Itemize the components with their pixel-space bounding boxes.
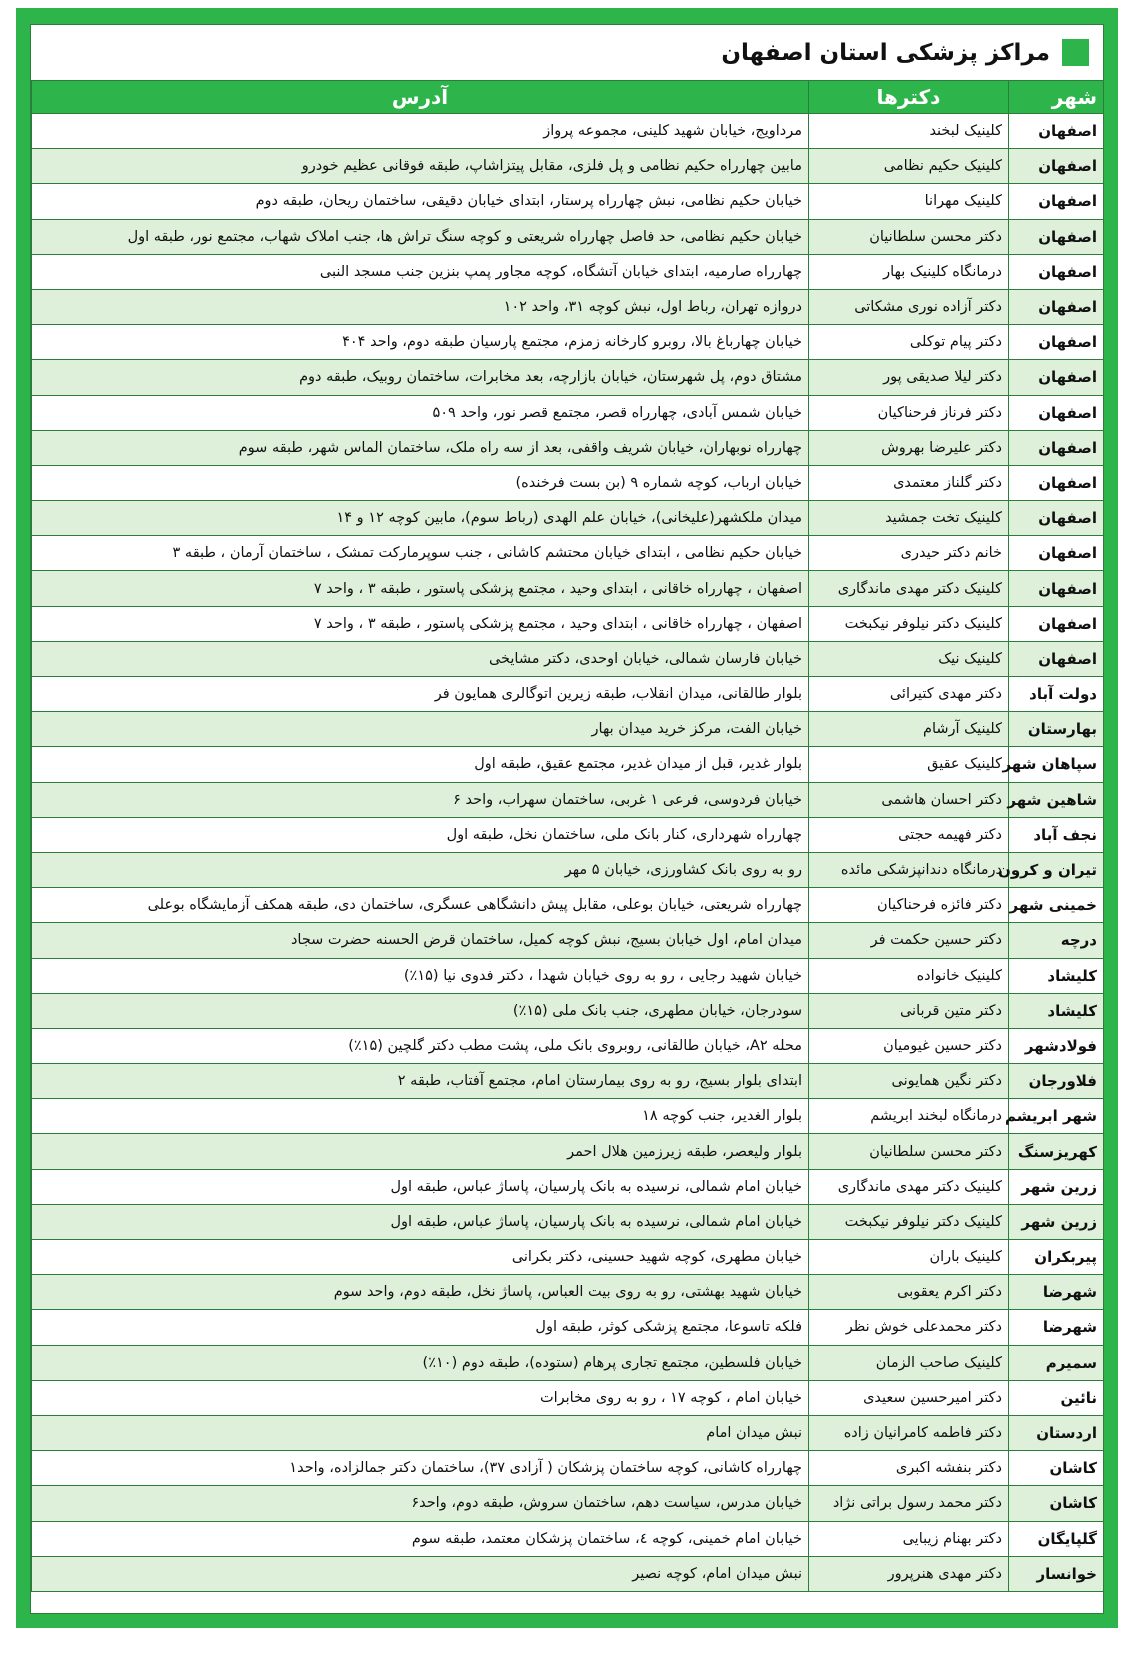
cell-address: خیابان حکیم نظامی، حد فاصل چهارراه شریعتی و کوچه سنگ تراش ها، جنب املاک شهاب، مجتمع نور، طبقه اول — [32, 219, 809, 254]
cell-city: زرین شهر — [1009, 1169, 1104, 1204]
cell-city: اصفهان — [1009, 219, 1104, 254]
table-row — [32, 606, 1104, 641]
cell-doctor: کلینیک لبخند — [809, 114, 1009, 149]
cell-city: گلپایگان — [1009, 1521, 1104, 1556]
cell-address: مشتاق دوم، پل شهرستان، خیابان بازارچه، بعد مخابرات، ساختمان روبیک، طبقه دوم — [32, 360, 809, 395]
cell-city: اصفهان — [1009, 360, 1104, 395]
table-row — [32, 1028, 1104, 1063]
green-frame — [16, 8, 1118, 1628]
table-body — [32, 114, 1104, 1592]
cell-address: خیابان مطهری، کوچه شهید حسینی، دکتر بکرانی — [32, 1240, 809, 1275]
table-row — [32, 852, 1104, 887]
title-square-icon — [1062, 39, 1089, 66]
cell-city: اصفهان — [1009, 114, 1104, 149]
cell-city: زرین شهر — [1009, 1204, 1104, 1239]
cell-city: اصفهان — [1009, 325, 1104, 360]
cell-doctor: کلینیک دکتر مهدی ماندگاری — [809, 1169, 1009, 1204]
cell-doctor: درمانگاه کلینیک بهار — [809, 254, 1009, 289]
cell-address: خیابان شهید رجایی ، رو به روی خیابان شهدا ، دکتر فدوی نیا (۱۵٪) — [32, 958, 809, 993]
cell-doctor: درمانگاه دندانپزشکی مائده — [809, 852, 1009, 887]
table-row — [32, 1064, 1104, 1099]
cell-city: نائین — [1009, 1380, 1104, 1415]
cell-city: اصفهان — [1009, 465, 1104, 500]
cell-doctor: دکتر حسین حکمت فر — [809, 923, 1009, 958]
cell-doctor: دکتر اکرم یعقوبی — [809, 1275, 1009, 1310]
cell-address: خیابان امام شمالی، نرسیده به بانک پارسیان، پاساژ عباس، طبقه اول — [32, 1169, 809, 1204]
cell-address: ابتدای بلوار بسیج، رو به روی بیمارستان امام، مجتمع آفتاب، طبقه ۲ — [32, 1064, 809, 1099]
cell-city: اصفهان — [1009, 641, 1104, 676]
cell-city: کلیشاد — [1009, 993, 1104, 1028]
table-row — [32, 501, 1104, 536]
cell-address: نبش میدان امام — [32, 1415, 809, 1450]
cell-doctor: درمانگاه لبخند ابریشم — [809, 1099, 1009, 1134]
cell-city: اصفهان — [1009, 430, 1104, 465]
cell-doctor: دکتر بهنام زیبایی — [809, 1521, 1009, 1556]
cell-city: اردستان — [1009, 1415, 1104, 1450]
table-row — [32, 1345, 1104, 1380]
cell-doctor: دکتر گلناز معتمدی — [809, 465, 1009, 500]
table-row — [32, 114, 1104, 149]
cell-city: اصفهان — [1009, 395, 1104, 430]
table-header-row — [32, 81, 1104, 114]
cell-city: کاشان — [1009, 1451, 1104, 1486]
cell-address: میدان امام، اول خیابان بسیج، نبش کوچه کمیل، ساختمان قرض الحسنه حضرت سجاد — [32, 923, 809, 958]
table-row — [32, 817, 1104, 852]
cell-address: چهارراه شهرداری، کنار بانک ملی، ساختمان نخل، طبقه اول — [32, 817, 809, 852]
cell-doctor: دکتر لیلا صدیقی پور — [809, 360, 1009, 395]
cell-doctor: کلینیک مهرانا — [809, 184, 1009, 219]
table-row — [32, 325, 1104, 360]
cell-address: بلوار غدیر، قبل از میدان غدیر، مجتمع عقیق، طبقه اول — [32, 747, 809, 782]
table-row — [32, 149, 1104, 184]
table-row — [32, 1521, 1104, 1556]
cell-doctor: کلینیک دکتر مهدی ماندگاری — [809, 571, 1009, 606]
cell-city: فلاورجان — [1009, 1064, 1104, 1099]
cell-doctor: دکتر محمدعلی خوش نظر — [809, 1310, 1009, 1345]
cell-city: درچه — [1009, 923, 1104, 958]
table-row — [32, 1486, 1104, 1521]
table-row — [32, 289, 1104, 324]
table-row — [32, 958, 1104, 993]
cell-doctor: دکتر محمد رسول براتی نژاد — [809, 1486, 1009, 1521]
table-row — [32, 1169, 1104, 1204]
cell-city: اصفهان — [1009, 254, 1104, 289]
header-doctor: دکترها — [809, 81, 1009, 114]
cell-city: اصفهان — [1009, 501, 1104, 536]
cell-address: خیابان ارباب، کوچه شماره ۹ (بن بست فرخنده) — [32, 465, 809, 500]
cell-city: سپاهان شهر — [1009, 747, 1104, 782]
cell-doctor: دکتر محسن سلطانیان — [809, 219, 1009, 254]
cell-doctor: دکتر مهدی هنرپرور — [809, 1556, 1009, 1591]
cell-address: میدان ملکشهر(علیخانی)، خیابان علم الهدی (رباط سوم)، مابین کوچه ۱۲ و ۱۴ — [32, 501, 809, 536]
table-row — [32, 1310, 1104, 1345]
cell-doctor: کلینیک تخت جمشید — [809, 501, 1009, 536]
cell-address: چهارراه کاشانی، کوچه ساختمان پزشکان ( آزادی ۳۷)، ساختمان دکتر جمالزاده، واحد۱ — [32, 1451, 809, 1486]
table-row — [32, 465, 1104, 500]
table-row — [32, 1134, 1104, 1169]
cell-address: محله A۲، خیابان طالقانی، روبروی بانک ملی، پشت مطب دکتر گلچین (۱۵٪) — [32, 1028, 809, 1063]
cell-address: خیابان فردوسی، فرعی ۱ غربی، ساختمان سهراب، واحد ۶ — [32, 782, 809, 817]
cell-address: اصفهان ، چهارراه خاقانی ، ابتدای وحید ، مجتمع پزشکی پاستور ، طبقه ۳ ، واحد ۷ — [32, 571, 809, 606]
cell-doctor: کلینیک عقیق — [809, 747, 1009, 782]
cell-doctor: کلینیک باران — [809, 1240, 1009, 1275]
table-row — [32, 677, 1104, 712]
cell-city: اصفهان — [1009, 149, 1104, 184]
cell-city: شهرضا — [1009, 1310, 1104, 1345]
cell-address: خیابان فلسطین، مجتمع تجاری پرهام (ستوده)، طبقه دوم (۱۰٪) — [32, 1345, 809, 1380]
cell-city: فولادشهر — [1009, 1028, 1104, 1063]
cell-address: چهارراه نوبهاران، خیابان شریف واقفی، بعد از سه راه ملک، ساختمان الماس شهر، طبقه سوم — [32, 430, 809, 465]
table-row — [32, 1415, 1104, 1450]
cell-address: فلکه تاسوعا، مجتمع پزشکی کوثر، طبقه اول — [32, 1310, 809, 1345]
header-address: آدرس — [32, 81, 809, 114]
cell-doctor: دکتر نگین همایونی — [809, 1064, 1009, 1099]
table-row — [32, 1380, 1104, 1415]
cell-city: اصفهان — [1009, 606, 1104, 641]
cell-city: اصفهان — [1009, 536, 1104, 571]
cell-doctor: دکتر احسان هاشمی — [809, 782, 1009, 817]
content-panel — [30, 24, 1104, 1614]
cell-doctor: دکتر پیام توکلی — [809, 325, 1009, 360]
cell-address: خیابان امام شمالی، نرسیده به بانک پارسیان، پاساژ عباس، طبقه اول — [32, 1204, 809, 1239]
cell-address: چهارراه صارمیه، ابتدای خیابان آتشگاه، کوچه مجاور پمپ بنزین جنب مسجد النبی — [32, 254, 809, 289]
cell-city: خمینی شهر — [1009, 888, 1104, 923]
cell-doctor: کلینیک دکتر نیلوفر نیکبخت — [809, 1204, 1009, 1239]
table-row — [32, 993, 1104, 1028]
cell-address: خیابان حکیم نظامی، نبش چهارراه پرستار، ابتدای خیابان دقیقی، ساختمان ریحان، طبقه دوم — [32, 184, 809, 219]
cell-address: بلوار الغدیر، جنب کوچه ۱۸ — [32, 1099, 809, 1134]
cell-address: خیابان شهید بهشتی، رو به روی بیت العباس، پاساژ نخل، طبقه دوم، واحد سوم — [32, 1275, 809, 1310]
cell-doctor: دکتر فرناز فرحناکیان — [809, 395, 1009, 430]
cell-address: بلوار طالقانی، میدان انقلاب، طبقه زیرین اتوگالری همایون فر — [32, 677, 809, 712]
cell-doctor: کلینیک حکیم نظامی — [809, 149, 1009, 184]
cell-doctor: دکتر فهیمه حجتی — [809, 817, 1009, 852]
cell-address: خیابان حکیم نظامی ، ابتدای خیابان محتشم کاشانی ، جنب سوپرمارکت تمشک ، ساختمان آرمان ، طبقه ۳ — [32, 536, 809, 571]
cell-doctor: دکتر محسن سلطانیان — [809, 1134, 1009, 1169]
cell-doctor: دکتر متین قربانی — [809, 993, 1009, 1028]
cell-address: دروازه تهران، رباط اول، نبش کوچه ۳۱، واحد ۱۰۲ — [32, 289, 809, 324]
table-row — [32, 536, 1104, 571]
cell-doctor: کلینیک صاحب الزمان — [809, 1345, 1009, 1380]
cell-doctor: خانم دکتر حیدری — [809, 536, 1009, 571]
table-row — [32, 184, 1104, 219]
cell-doctor: دکتر امیرحسین سعیدی — [809, 1380, 1009, 1415]
table-row — [32, 1451, 1104, 1486]
cell-doctor: کلینیک آرشام — [809, 712, 1009, 747]
cell-address: مابین چهارراه حکیم نظامی و پل فلزی، مقابل پیتزاشاپ، طبقه فوقانی عظیم خودرو — [32, 149, 809, 184]
table-row — [32, 1204, 1104, 1239]
cell-address: خیابان الفت، مرکز خرید میدان بهار — [32, 712, 809, 747]
table-row — [32, 888, 1104, 923]
cell-address: خیابان فارسان شمالی، خیابان اوحدی، دکتر مشایخی — [32, 641, 809, 676]
cell-city: خوانسار — [1009, 1556, 1104, 1591]
table-row — [32, 641, 1104, 676]
cell-city: کلیشاد — [1009, 958, 1104, 993]
cell-doctor: کلینیک خانواده — [809, 958, 1009, 993]
cell-address: مرداویج، خیابان شهید کلینی، مجموعه پرواز — [32, 114, 809, 149]
cell-city: کاشان — [1009, 1486, 1104, 1521]
table-row — [32, 782, 1104, 817]
cell-address: خیابان چهارباغ بالا، روبرو کارخانه زمزم، مجتمع پارسیان طبقه دوم، واحد ۴۰۴ — [32, 325, 809, 360]
cell-address: خیابان امام خمینی، کوچه ٤، ساختمان پزشکان معتمد، طبقه سوم — [32, 1521, 809, 1556]
cell-address: خیابان شمس آبادی، چهارراه قصر، مجتمع قصر نور، واحد ۵۰۹ — [32, 395, 809, 430]
cell-city: کهریزسنگ — [1009, 1134, 1104, 1169]
cell-city: شاهین شهر — [1009, 782, 1104, 817]
cell-doctor: دکتر بنفشه اکبری — [809, 1451, 1009, 1486]
cell-city: شهرضا — [1009, 1275, 1104, 1310]
cell-city: پیربکران — [1009, 1240, 1104, 1275]
cell-address: چهارراه شریعتی، خیابان بوعلی، مقابل پیش دانشگاهی عسگری، ساختمان دی، طبقه همکف آزمایشگاه بوعلی — [32, 888, 809, 923]
cell-doctor: کلینیک دکتر نیلوفر نیکبخت — [809, 606, 1009, 641]
cell-city: دولت آباد — [1009, 677, 1104, 712]
cell-address: خیابان امام ، کوچه ۱۷ ، رو به روی مخابرات — [32, 1380, 809, 1415]
cell-doctor: دکتر فائزه فرحناکیان — [809, 888, 1009, 923]
table-row — [32, 1275, 1104, 1310]
cell-doctor: دکتر حسین غیومیان — [809, 1028, 1009, 1063]
cell-city: سمیرم — [1009, 1345, 1104, 1380]
cell-doctor: کلینیک نیک — [809, 641, 1009, 676]
table-row — [32, 219, 1104, 254]
table-row — [32, 571, 1104, 606]
cell-city: شهر ابریشم — [1009, 1099, 1104, 1134]
table-row — [32, 254, 1104, 289]
table-row — [32, 747, 1104, 782]
cell-city: تیران و کرون — [1009, 852, 1104, 887]
cell-doctor: دکتر فاطمه کامرانیان زاده — [809, 1415, 1009, 1450]
table-row — [32, 360, 1104, 395]
cell-city: اصفهان — [1009, 184, 1104, 219]
cell-city: بهارستان — [1009, 712, 1104, 747]
cell-address: خیابان مدرس، سیاست دهم، ساختمان سروش، طبقه دوم، واحد۶ — [32, 1486, 809, 1521]
medical-centers-table — [31, 80, 1104, 1592]
table-row — [32, 712, 1104, 747]
cell-doctor: دکتر مهدی کتیرائی — [809, 677, 1009, 712]
cell-address: رو به روی بانک کشاورزی، خیابان ۵ مهر — [32, 852, 809, 887]
title-bar — [31, 25, 1103, 80]
cell-address: نبش میدان امام، کوچه نصیر — [32, 1556, 809, 1591]
table-row — [32, 430, 1104, 465]
cell-city: اصفهان — [1009, 571, 1104, 606]
cell-doctor: دکتر علیرضا بهروش — [809, 430, 1009, 465]
cell-city: نجف آباد — [1009, 817, 1104, 852]
header-city: شهر — [1009, 81, 1104, 114]
cell-doctor: دکتر آزاده نوری مشکاتی — [809, 289, 1009, 324]
table-row — [32, 395, 1104, 430]
cell-city: اصفهان — [1009, 289, 1104, 324]
table-row — [32, 923, 1104, 958]
table-row — [32, 1099, 1104, 1134]
table-row — [32, 1240, 1104, 1275]
table-row — [32, 1556, 1104, 1591]
cell-address: اصفهان ، چهارراه خاقانی ، ابتدای وحید ، مجتمع پزشکی پاستور ، طبقه ۳ ، واحد ۷ — [32, 606, 809, 641]
cell-address: بلوار ولیعصر، طبقه زیرزمین هلال احمر — [32, 1134, 809, 1169]
cell-address: سودرجان، خیابان مطهری، جنب بانک ملی (۱۵٪) — [32, 993, 809, 1028]
page-title: مراکز پزشکی استان اصفهان — [721, 39, 1050, 66]
